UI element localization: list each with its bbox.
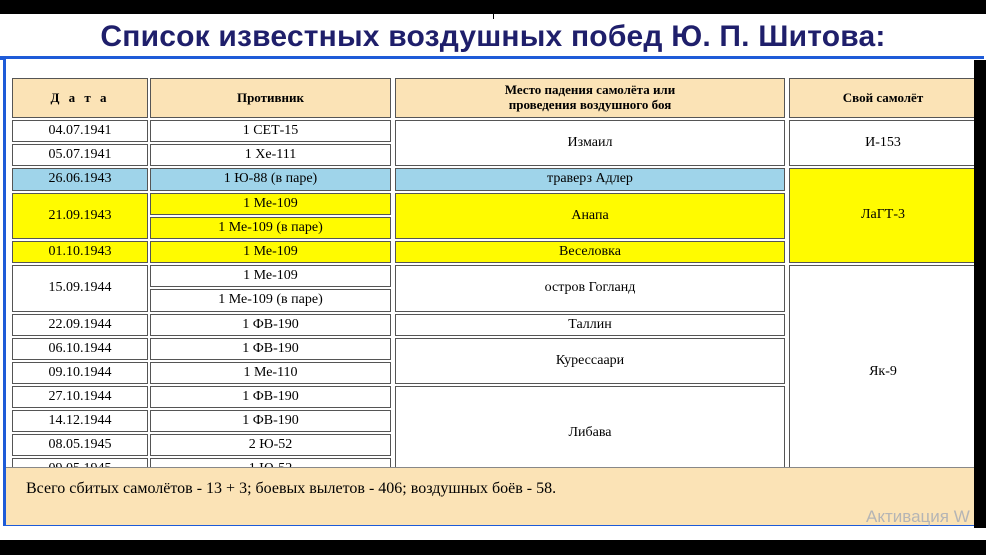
table-cell-place: Измаил bbox=[395, 120, 785, 166]
table-cell-opponent: 1 Ме-109 (в паре) bbox=[150, 217, 391, 239]
table-cell-place: Либава bbox=[395, 386, 785, 480]
table-cell-plane: Як-9 bbox=[789, 265, 977, 480]
table-cell-opponent: 1 ФВ-190 bbox=[150, 338, 391, 360]
table-cell-date: 26.06.1943 bbox=[12, 168, 148, 191]
table-cell-opponent: 1 Ме-109 bbox=[150, 241, 391, 263]
table-cell-date: 01.10.1943 bbox=[12, 241, 148, 263]
text-cursor bbox=[493, 6, 494, 19]
header-opponent: Противник bbox=[150, 78, 391, 118]
table-cell-place: Веселовка bbox=[395, 241, 785, 263]
table-cell-opponent: 1 ФВ-190 bbox=[150, 386, 391, 408]
table-cell-place: Таллин bbox=[395, 314, 785, 336]
header-own-plane: Свой самолёт bbox=[789, 78, 977, 118]
table-cell-date: 27.10.1944 bbox=[12, 386, 148, 408]
summary-text: Всего сбитых самолётов - 13 + 3; боевых вылетов - 406; воздушных боёв - 58. bbox=[26, 480, 557, 497]
table-cell-opponent: 1 Хе-111 bbox=[150, 144, 391, 166]
table-cell-opponent: 1 Ме-109 (в паре) bbox=[150, 289, 391, 312]
table-cell-place: траверз Адлер bbox=[395, 168, 785, 191]
table-cell-date: 06.10.1944 bbox=[12, 338, 148, 360]
bottom-black-bar bbox=[0, 540, 986, 555]
table-cell-date: 21.09.1943 bbox=[12, 193, 148, 239]
table-cell-place: остров Гогланд bbox=[395, 265, 785, 312]
table-cell-place: Анапа bbox=[395, 193, 785, 239]
table-cell-date: 05.07.1941 bbox=[12, 144, 148, 166]
activation-watermark: Активация W bbox=[866, 507, 970, 526]
right-black-edge bbox=[974, 60, 986, 528]
table-cell-date: 09.10.1944 bbox=[12, 362, 148, 384]
table-cell-opponent: 1 ФВ-190 bbox=[150, 410, 391, 432]
table-cell-date: 08.05.1945 bbox=[12, 434, 148, 456]
table-cell-opponent: 1 Ме-109 bbox=[150, 265, 391, 287]
table-cell-opponent: 1 ФВ-190 bbox=[150, 314, 391, 336]
table-cell-opponent: 1 Ме-109 bbox=[150, 193, 391, 215]
table-cell-date: 04.07.1941 bbox=[12, 120, 148, 142]
page-title: Список известных воздушных побед Ю. П. Шитова: bbox=[100, 20, 886, 53]
table-cell-opponent: 1 СЕТ-15 bbox=[150, 120, 391, 142]
table-cell-date: 14.12.1944 bbox=[12, 410, 148, 432]
table-cell-plane: И-153 bbox=[789, 120, 977, 166]
header-place: Место падения самолёта или проведения воздушного боя bbox=[395, 78, 785, 118]
table-cell-opponent: 2 Ю-52 bbox=[150, 434, 391, 456]
table-cell-opponent: 1 Ме-110 bbox=[150, 362, 391, 384]
table-cell-opponent: 1 Ю-88 (в паре) bbox=[150, 168, 391, 191]
table-cell-date: 15.09.1944 bbox=[12, 265, 148, 312]
table-cell-place: Курессаари bbox=[395, 338, 785, 384]
table-cell-plane: ЛаГТ-3 bbox=[789, 168, 977, 263]
header-date: Д а т а bbox=[12, 78, 148, 118]
table-cell-date: 22.09.1944 bbox=[12, 314, 148, 336]
